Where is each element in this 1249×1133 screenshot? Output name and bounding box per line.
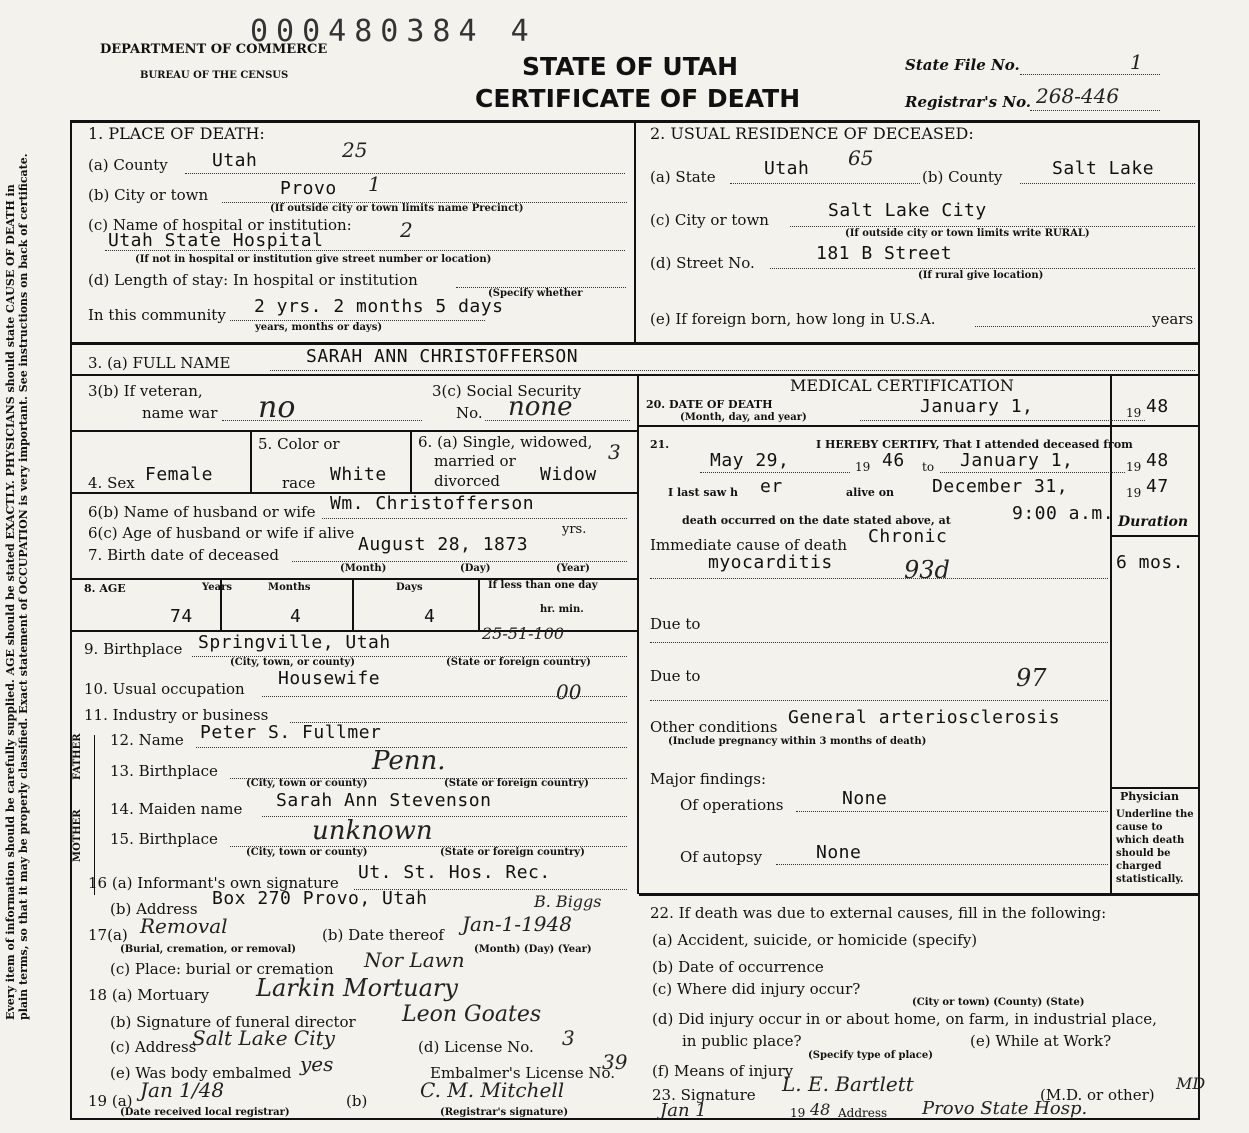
last-saw-suffix: er <box>760 476 783 497</box>
bureau-label: BUREAU OF THE CENSUS <box>140 70 289 81</box>
informant-label: 16 (a) Informant's own signature <box>88 874 339 892</box>
occupation-value: Housewife <box>278 668 381 689</box>
registrar-sig-note: (Registrar's signature) <box>440 1107 569 1118</box>
embalmed-value: yes <box>300 1052 334 1076</box>
burial-date-note: (Month) (Day) (Year) <box>474 944 592 955</box>
birth-date-label: 7. Birth date of deceased <box>88 546 279 564</box>
dod-note: (Month, day, and year) <box>680 412 807 423</box>
dod-value: January 1, <box>920 396 1034 417</box>
external-d: (d) Did injury occur in or about home, on farm, in industrial place, <box>652 1010 1157 1028</box>
birth-month-note: (Month) <box>340 563 387 574</box>
major-findings-label: Major findings: <box>650 770 767 788</box>
units-note: years, months or days) <box>255 322 383 333</box>
autopsy-value: None <box>816 842 862 863</box>
state-title: STATE OF UTAH <box>522 52 739 81</box>
community-label: In this community <box>88 306 226 324</box>
burial-label: 17(a) <box>88 926 128 944</box>
city-note: (If outside city or town limits name Precinct) <box>270 203 524 214</box>
dod-year-prefix: 19 <box>1126 406 1142 420</box>
to-year-prefix: 19 <box>1126 460 1142 474</box>
years-label: years <box>1152 310 1194 328</box>
external-c: (c) Where did injury occur? <box>652 980 861 998</box>
informant-address-label: (b) Address <box>110 900 198 918</box>
age-months-value: 4 <box>290 606 302 627</box>
other-conditions-value: General arteriosclerosis <box>788 707 1061 728</box>
birthplace-value: Springville, Utah <box>198 632 391 653</box>
mother-bp-note-1: (City, town or county) <box>246 847 368 858</box>
attended-to-date: January 1, <box>960 450 1074 471</box>
external-d-note: (Specify type of place) <box>808 1050 933 1061</box>
spouse-age-label: 6(c) Age of husband or wife if alive <box>88 524 355 542</box>
father-name-label: 12. Name <box>110 731 184 749</box>
instructions-sidebar <box>4 150 54 1020</box>
external-b: (b) Date of occurrence <box>652 958 824 976</box>
due-to-2-code: 97 <box>1016 664 1047 692</box>
age-days-header: Days <box>396 582 423 593</box>
dod-label: 20. DATE OF DEATH <box>646 398 773 411</box>
war-label: name war <box>142 404 218 422</box>
city-label: (b) City or town <box>88 186 209 204</box>
age-label: 8. AGE <box>84 582 126 595</box>
residence-heading: 2. USUAL RESIDENCE OF DECEASED: <box>650 124 974 143</box>
hospital-label: (c) Name of hospital or institution: <box>88 216 352 234</box>
immediate-cause-label: Immediate cause of death <box>650 536 848 554</box>
age-months-header: Months <box>268 582 311 593</box>
department-label: DEPARTMENT OF COMMERCE <box>100 42 328 57</box>
from-year-prefix: 19 <box>855 460 871 474</box>
spouse-label: 6(b) Name of husband or wife <box>88 503 316 521</box>
age-days-value: 4 <box>424 606 436 627</box>
burial-place-value: Nor Lawn <box>364 948 465 972</box>
sex-label: 4. Sex <box>88 474 135 492</box>
mother-birthplace-value: unknown <box>312 816 433 846</box>
burial-date-value: Jan-1-1948 <box>462 912 572 936</box>
external-a: (a) Accident, suicide, or homicide (specify) <box>652 931 978 949</box>
director-value: Leon Goates <box>402 1002 542 1027</box>
birthplace-note-2: (State or foreign country) <box>446 657 591 668</box>
yrs-label: yrs. <box>562 522 587 537</box>
burial-place-label: (c) Place: burial or cremation <box>110 960 334 978</box>
other-conditions-note: (Include pregnancy within 3 months of death) <box>668 736 927 747</box>
burial-date-label: (b) Date thereof <box>322 926 444 944</box>
occupation-code: 00 <box>556 680 582 704</box>
external-c-note: (City or town) (County) (State) <box>912 997 1085 1008</box>
registrar-no-value: 268-446 <box>1036 84 1120 108</box>
other-conditions-label: Other conditions <box>650 718 778 736</box>
age-years-header: Years <box>202 582 233 593</box>
registrar-b-label: (b) <box>346 1092 368 1110</box>
physician-signature-value: L. E. Bartlett <box>782 1072 914 1096</box>
signature-date: Jan 1 <box>660 1100 707 1121</box>
community-value: 2 yrs. 2 months 5 days <box>254 296 504 317</box>
mother-side-label: MOTHER <box>72 809 83 862</box>
mother-birthplace-label: 15. Birthplace <box>110 830 218 848</box>
registrar-date-note: (Date received local registrar) <box>120 1107 290 1118</box>
death-time: 9:00 a.m. <box>1012 503 1115 524</box>
hospital-note: (If not in hospital or institution give street number or location) <box>135 254 492 265</box>
stay-label: (d) Length of stay: In hospital or institution <box>88 271 418 289</box>
spouse-value: Wm. Christofferson <box>330 493 535 514</box>
dod-year: 48 <box>1146 396 1169 417</box>
marital-code: 3 <box>608 440 621 464</box>
mortuary-label: 18 (a) Mortuary <box>88 986 210 1004</box>
mother-bp-note-2: (State or foreign country) <box>440 847 585 858</box>
mother-name-value: Sarah Ann Stevenson <box>276 790 492 811</box>
attended-to-year: 48 <box>1146 450 1169 471</box>
due-to-1-label: Due to <box>650 615 701 633</box>
duration-value: 6 mos. <box>1116 552 1185 573</box>
industry-label: 11. Industry or business <box>84 706 269 724</box>
certificate-title: CERTIFICATE OF DEATH <box>475 84 801 113</box>
md-value: MD <box>1176 1074 1206 1093</box>
hr-min-label: hr. min. <box>540 604 584 615</box>
external-e: (e) While at Work? <box>970 1032 1112 1050</box>
physician-signature-label: 23. Signature <box>652 1086 756 1104</box>
city-code: 1 <box>368 172 381 196</box>
marital-label: 6. (a) Single, widowed, <box>418 433 593 451</box>
signature-address-value: Provo State Hosp. <box>922 1098 1088 1119</box>
state-file-label: State File No. <box>905 56 1020 74</box>
physician-note: Underline the cause to which death should be charged statistically. <box>1116 809 1194 885</box>
registrar-date-label: 19 (a) <box>88 1092 133 1110</box>
immediate-cause-2: myocarditis <box>708 552 833 573</box>
alive-year: 47 <box>1146 476 1169 497</box>
certify-text: I HEREBY CERTIFY, That I attended deceased from <box>816 438 1133 451</box>
embalmed-label: (e) Was body embalmed <box>110 1064 292 1082</box>
state-file-value: 1 <box>1130 50 1143 74</box>
attended-from-date: May 29, <box>710 450 790 471</box>
last-saw-label: I last saw h <box>668 486 739 499</box>
res-street-label: (d) Street No. <box>650 254 755 272</box>
director-label: (b) Signature of funeral director <box>110 1013 356 1031</box>
mother-name-label: 14. Maiden name <box>110 800 243 818</box>
immediate-cause-1: Chronic <box>868 526 948 547</box>
color-label: 5. Color or <box>258 435 340 453</box>
alive-label: alive on <box>846 486 895 499</box>
ss-value: none <box>508 392 573 422</box>
certify-number: 21. <box>650 438 670 451</box>
father-bp-note-1: (City, town or county) <box>246 778 368 789</box>
city-value: Provo <box>280 178 337 199</box>
res-county-value: Salt Lake <box>1052 158 1155 179</box>
instructions-text: Every item of information should be carefully supplied. AGE should be stated EXACTLY. PHYSICIANS should state CAUSE OF DEATH in plain terms, so that it may be properly classified. Exact statement of OCCUPATION is very important. See instructions on back of certificate. <box>4 153 30 1020</box>
signature-year-prefix: 19 <box>790 1106 806 1120</box>
operations-label: Of operations <box>680 796 784 814</box>
age-years-value: 74 <box>170 606 193 627</box>
father-bp-note-2: (State or foreign country) <box>444 778 589 789</box>
md-label: (M.D. or other) <box>1040 1086 1155 1104</box>
res-state-value: Utah <box>764 158 810 179</box>
duration-header: Duration <box>1118 514 1189 530</box>
birth-day-note: (Day) <box>460 563 491 574</box>
embalmer-label: Embalmer's License No. <box>430 1064 616 1082</box>
marital-value: Widow <box>540 464 597 485</box>
res-state-label: (a) State <box>650 168 716 186</box>
occupation-label: 10. Usual occupation <box>84 680 245 698</box>
mortuary-value: Larkin Mortuary <box>256 974 458 1002</box>
birth-date-value: August 28, 1873 <box>358 534 529 555</box>
place-of-death-heading: 1. PLACE OF DEATH: <box>88 124 265 143</box>
occurred-label: death occurred on the date stated above, at <box>682 514 951 527</box>
veteran-value: no <box>258 390 296 425</box>
race-label: race <box>282 474 316 492</box>
external-d-2: in public place? <box>682 1032 802 1050</box>
external-f: (f) Means of injury <box>652 1062 794 1080</box>
attended-from-year: 46 <box>882 450 905 471</box>
medical-heading: MEDICAL CERTIFICATION <box>790 376 1014 395</box>
registrar-sig-value: C. M. Mitchell <box>420 1078 565 1102</box>
hospital-code: 2 <box>400 218 413 242</box>
autopsy-label: Of autopsy <box>680 848 763 866</box>
res-street-value: 181 B Street <box>816 243 953 264</box>
alive-date: December 31, <box>932 476 1069 497</box>
father-name-value: Peter S. Fullmer <box>200 722 382 743</box>
veteran-label: 3(b) If veteran, <box>88 382 203 400</box>
full-name-value: SARAH ANN CHRISTOFFERSON <box>306 346 579 367</box>
father-birthplace-label: 13. Birthplace <box>110 762 218 780</box>
father-birthplace-value: Penn. <box>372 746 446 776</box>
res-county-label: (b) County <box>922 168 1003 186</box>
res-city-value: Salt Lake City <box>828 200 987 221</box>
director-address-value: Salt Lake City <box>192 1026 335 1050</box>
res-city-note: (If outside city or town limits write RURAL) <box>845 228 1090 239</box>
res-street-note: (If rural give location) <box>918 270 1044 281</box>
alive-year-prefix: 19 <box>1126 486 1142 500</box>
informant-address-value: Box 270 Provo, Utah <box>212 888 428 909</box>
under-one-day-header: If less than one day <box>488 580 598 591</box>
sex-value: Female <box>145 464 214 485</box>
ss-no-label: No. <box>456 404 483 422</box>
embalmer-value: 39 <box>602 1050 628 1074</box>
father-side-label: FATHER <box>72 733 83 780</box>
registrar-date-value: Jan 1/48 <box>140 1078 225 1102</box>
external-heading: 22. If death was due to external causes, fill in the following: <box>650 904 1107 922</box>
marital-label-3: divorced <box>434 472 500 490</box>
license-value: 3 <box>562 1026 575 1050</box>
county-code: 25 <box>342 138 368 162</box>
birthplace-label: 9. Birthplace <box>84 640 183 658</box>
to-label: to <box>922 460 935 474</box>
res-state-code: 65 <box>848 146 874 170</box>
birthplace-code: 25-51-100 <box>482 624 565 643</box>
physician-header: Physician <box>1120 790 1180 803</box>
operations-value: None <box>842 788 888 809</box>
immediate-cause-code: 93d <box>904 556 950 584</box>
signature-address-label: Address <box>838 1106 888 1120</box>
burial-note: (Burial, cremation, or removal) <box>120 944 296 955</box>
informant-value: Ut. St. Hos. Rec. <box>358 862 551 883</box>
county-value: Utah <box>212 150 258 171</box>
marital-label-2: married or <box>434 452 516 470</box>
due-to-2-label: Due to <box>650 667 701 685</box>
ss-label: 3(c) Social Security <box>432 382 582 400</box>
birthplace-note: (City, town, or county) <box>230 657 355 668</box>
serial-number: 000480384 4 <box>250 14 537 49</box>
birth-year-note: (Year) <box>556 563 590 574</box>
county-label: (a) County <box>88 156 168 174</box>
foreign-label: (e) If foreign born, how long in U.S.A. <box>650 310 936 328</box>
full-name-label: 3. (a) FULL NAME <box>88 354 231 372</box>
race-value: White <box>330 464 387 485</box>
director-address-label: (c) Address <box>110 1038 197 1056</box>
signature-year: 48 <box>810 1100 831 1119</box>
specify-note: (Specify whether <box>488 288 583 299</box>
res-city-label: (c) City or town <box>650 211 769 229</box>
hospital-value: Utah State Hospital <box>108 230 324 251</box>
registrar-no-label: Registrar's No. <box>905 93 1032 111</box>
license-label: (d) License No. <box>418 1038 534 1056</box>
informant-initials: B. Biggs <box>534 892 602 911</box>
burial-value: Removal <box>140 914 228 938</box>
